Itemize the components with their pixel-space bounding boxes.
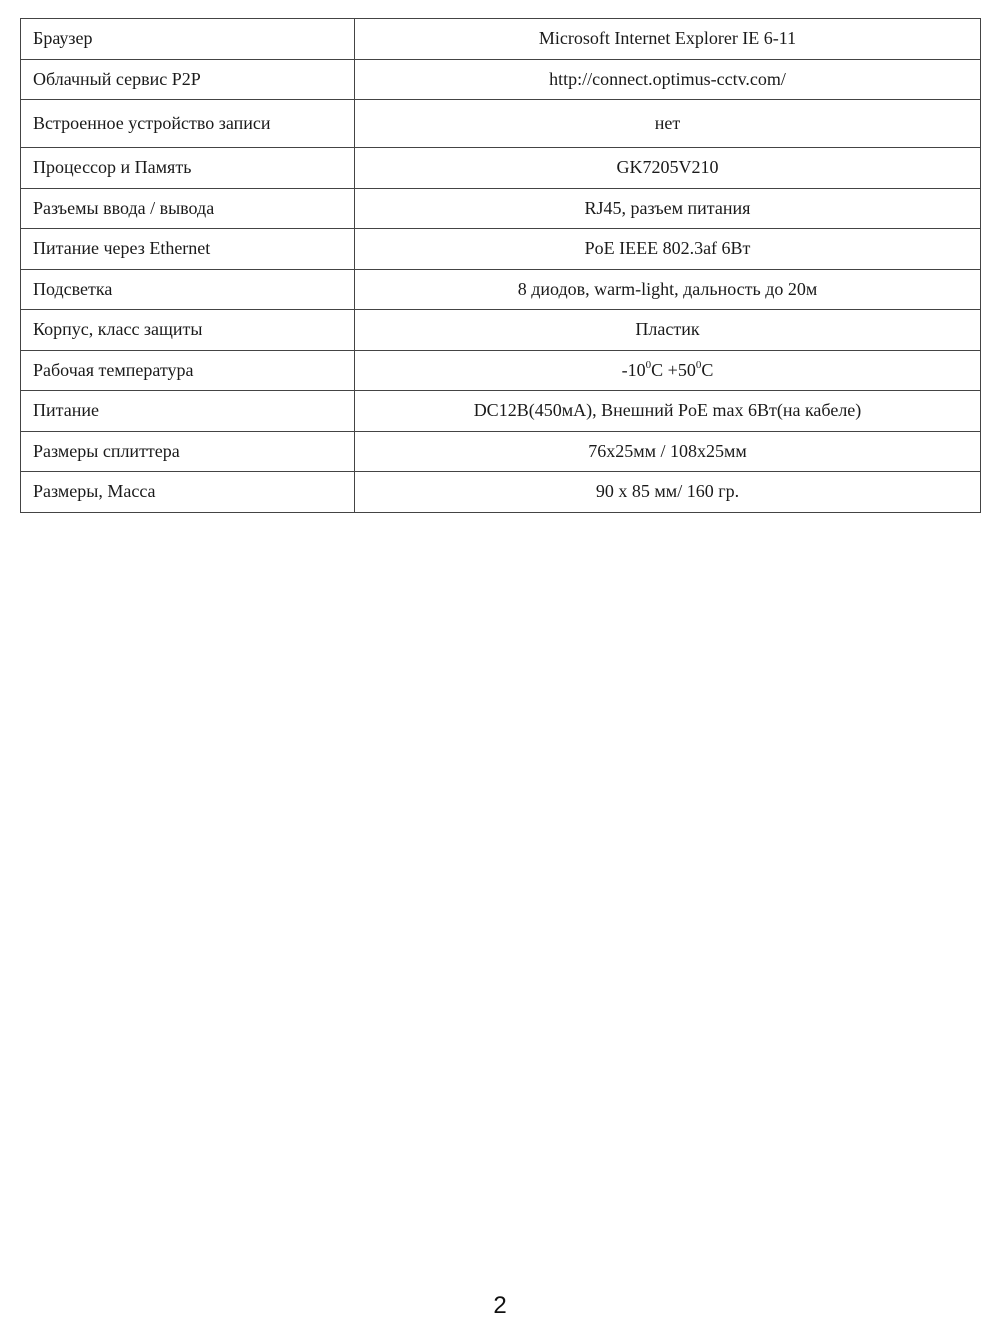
temp-mid: C +50 [651,359,696,380]
table-row [21,100,981,148]
table-row [21,19,981,60]
spec-param: Разъемы ввода / вывода [21,188,355,229]
table-row [21,350,981,391]
table-row [21,310,981,351]
table-row [21,188,981,229]
spec-param: Браузер [21,19,355,60]
temp-unit: C [701,359,714,380]
spec-param: Облачный сервис P2P [21,59,355,100]
table-row [21,229,981,270]
spec-param: Процессор и Память [21,148,355,189]
spec-value: 90 х 85 мм/ 160 гр. [355,472,981,513]
spec-value: Пластик [355,310,981,351]
spec-param: Подсветка [21,269,355,310]
page-number: 2 [493,1292,507,1319]
table-row [21,391,981,432]
spec-param: Питание через Ethernet [21,229,355,270]
degree-sup: 0 [645,358,652,371]
specifications-table [20,18,981,513]
spec-value: RJ45, разъем питания [355,188,981,229]
table-row [21,59,981,100]
spec-param: Питание [21,391,355,432]
spec-value: DC12В(450мА), Внешний PoE max 6Вт(на кабеле) [355,391,981,432]
spec-value: GK7205V210 [355,148,981,189]
table-row [21,431,981,472]
spec-value: 8 диодов, warm-light, дальность до 20м [355,269,981,310]
spec-value: Microsoft Internet Explorer IE 6-11 [355,19,981,60]
table-row [21,472,981,513]
degree-sup: 0 [695,358,702,371]
spec-param: Рабочая температура [21,350,355,391]
table-row [21,148,981,189]
spec-value: нет [355,100,981,148]
table-row [21,269,981,310]
spec-param: Встроенное устройство записи [21,100,355,148]
temp-min: -10 [621,359,646,380]
spec-param: Корпус, класс защиты [21,310,355,351]
spec-value-temperature [355,350,981,391]
spec-value: http://connect.optimus-cctv.com/ [355,59,981,100]
spec-value: 76х25мм / 108х25мм [355,431,981,472]
spec-param: Размеры, Масса [21,472,355,513]
spec-param: Размеры сплиттера [21,431,355,472]
spec-value: PoE IEEE 802.3af 6Вт [355,229,981,270]
